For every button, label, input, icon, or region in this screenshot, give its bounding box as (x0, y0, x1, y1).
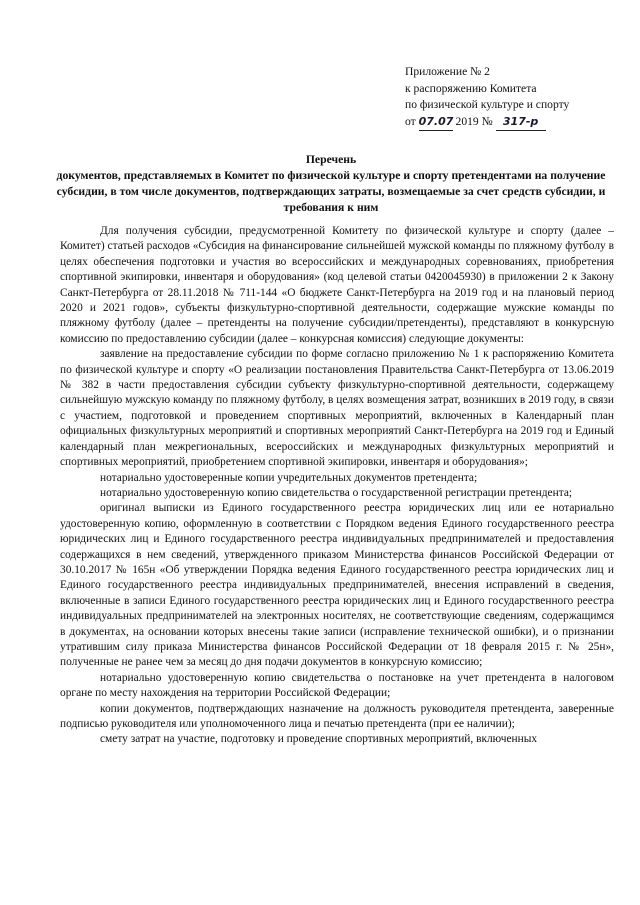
appendix-date-line (405, 114, 630, 132)
title-text: документов, представляемых в Комитет по физической культуре и спорту претендентами на получение субсидии, в том числе документов, подтверждающих затраты, возмещаемые за счет средств субсидии, и требования к ним (56, 169, 606, 214)
paragraph-registration-certificate: нотариально удостоверенную копию свидетельства о государственной регистрации претендента; (100, 486, 573, 499)
year-number-label: 2019 № (455, 114, 493, 128)
paragraph-charter-docs: нотариально удостоверенные копии учредительных документов претендента; (100, 471, 478, 484)
appendix-header (405, 64, 630, 131)
paragraph-intro: Для получения субсидии, предусмотренной Комитету по физической культуре и спорту (далее – Комитет) статьей расходов «Субсидия на финансирование сильнейшей мужской команды по пляжному футболу в целях обеспечения подготовки и участия во всероссийских и международных соревнованиях, приобретения спортивной экипировки, инвентаря и оборудования» (код целевой статьи 0420045930) в приложении 2 к Закону Санкт-Петербурга от 28.11.2018 № 711-144 «О бюджете Санкт-Петербурга на 2019 год и на плановый период 2020 и 2021 годов», субъекты физкультурно-спортивной деятельности, содержащие мужские команды по пляжному футболу (далее – претенденты на получение субсидии/претенденты), представляют в конкурсную комиссию по предоставлению субсидии (далее – конкурсная комиссия) следующие документы: (60, 225, 614, 345)
appendix-order-line: к распоряжению Комитета (405, 81, 537, 95)
paragraph-application: заявление на предоставление субсидии по форме согласно приложению № 1 к распоряжению Комитета по физической культуре и спорту «О реализации постановления Правительства Санкт-Петербурга от 13.06.2019 № 382 в части предоставления субсидии субъекту физкультурно-спортивной деятельности, содержащему сильнейшую мужскую команду по пляжному футболу, в целях возмещения затрат, возникших в 2019 году, в связи с участием, подготовкой и проведением спортивных мероприятий, включенных в Календарный план официальных физкультурных мероприятий и спортивных мероприятий Санкт-Петербурга на 2019 год и Единый календарный план межрегиональных, всероссийских и международных физкультурных мероприятий и спортивных мероприятий, приобретением спортивной экипировки, инвентаря и оборудования»; (60, 348, 614, 469)
document-title (54, 152, 608, 216)
appendix-number: Приложение № 2 (405, 65, 490, 78)
appendix-committee-line: по физической культуре и спорту (405, 98, 570, 111)
paragraph-cost-estimate: смету затрат на участие, подготовку и проведение спортивных мероприятий, включенных (100, 733, 538, 746)
document-body (60, 224, 614, 748)
title-heading: Перечень (305, 153, 357, 166)
paragraph-director-appointment: копии документов, подтверждающих назначение на должность руководителя претендента, заверенные подписью руководителя или уполномоченного лица и печатью претендента (при ее наличии); (60, 702, 614, 730)
handwritten-date: 07.07 (419, 114, 453, 132)
paragraph-tax-certificate: нотариально удостоверенную копию свидетельства о постановке на учет претендента в налоговом органе по месту нахождения на территории Российской Федерации; (60, 671, 614, 700)
paragraph-egrul-extract: оригинал выписки из Единого государственного реестра юридических лиц или ее нотариально удостоверенную копию, оформленную в соответствии с Порядком ведения Единого государственного реестра юридических лиц и Единого государственного реестра индивидуальных предпринимателей и предоставления содержащихся в нем сведений, утвержденного приказом Министерства финансов Российской Федерации от 30.10.2017 № 165н «Об утверждении Порядка ведения Единого государственного реестра юридических лиц и Единого государственного реестра индивидуальных предпринимателей, внесения исправлений в сведения, включенные в записи Единого государственного реестра юридических лиц и Единого государственного реестра индивидуальных предпринимателей на электронных носителях, не соответствующие сведениям, содержащимся в документах, на основании которых внесены такие записи (исправление технической ошибки), и о признании утратившим силу приказа Министерства финансов Российской Федерации от 18 февраля 2015 г. № 25н», полученные не ранее чем за месяц до дня подачи документов в конкурсную комиссию; (60, 502, 614, 669)
from-label: от (405, 114, 416, 128)
handwritten-number: 317-р (496, 114, 546, 132)
